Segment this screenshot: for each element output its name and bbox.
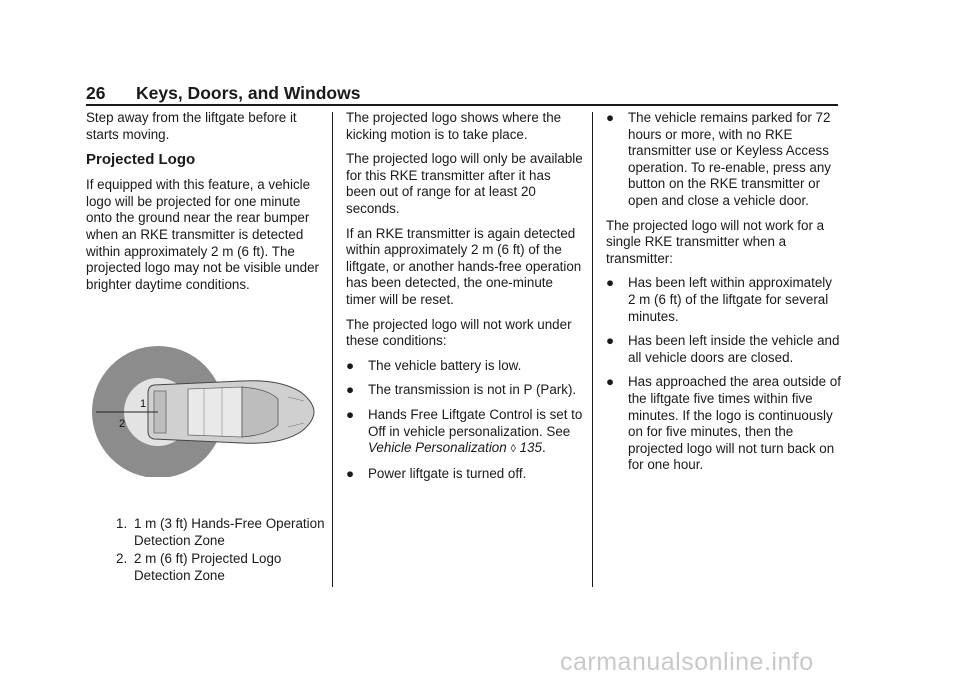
- page-number: 26: [86, 83, 106, 103]
- figure-legend: [116, 516, 336, 586]
- column-2: [346, 110, 584, 490]
- paragraph: The projected logo will only be available for this RKE transmitter after it has been out of range for at least 20 seconds.: [346, 151, 583, 216]
- header-rule: [86, 104, 838, 106]
- callout-2: 2: [119, 418, 126, 430]
- list-item: ● Has approached the area outside of the liftgate five times within five minutes. If the logo is continuously on for five minutes, then the projected logo will not turn back on for one hour.: [606, 374, 841, 473]
- detection-zone-figure: [92, 345, 327, 477]
- page-header: [86, 82, 838, 104]
- section-heading: Projected Logo: [86, 151, 196, 169]
- column-divider-1: [332, 112, 333, 587]
- conditions-list: [346, 358, 584, 483]
- paragraph: The projected logo will not work for a single RKE transmitter when a transmitter:: [606, 217, 825, 266]
- list-item: ● Has been left within approximately 2 m (6 ft) of the liftgate for several minutes.: [606, 275, 832, 324]
- conditions-list-continued: [606, 110, 842, 210]
- legend-item: 2. 2 m (6 ft) Projected Logo Detection Zone: [116, 551, 282, 583]
- column-divider-2: [592, 112, 593, 587]
- page-reference[interactable]: 135: [519, 440, 542, 456]
- paragraph: If an RKE transmitter is again detected within approximately 2 m (6 ft) of the liftgate, or another hands-free operation has been detected, the one-minute timer will be reset.: [346, 225, 582, 307]
- list-item: ● Has been left inside the vehicle and all vehicle doors are closed.: [606, 333, 840, 365]
- column-3: [606, 110, 842, 482]
- page-reference-icon: ◊: [510, 443, 516, 456]
- column-1: [86, 110, 322, 301]
- section-title: Keys, Doors, and Windows: [136, 83, 361, 103]
- projected-logo-paragraph: If equipped with this feature, a vehicle logo will be projected for one minute onto the ground near the rear bumper when an RKE transmitter is detected within approximately 2 m (6 ft). The projected logo may not be visible under brighter daytime conditions.: [86, 177, 319, 292]
- transmitter-conditions-list: [606, 275, 842, 474]
- vehicle-personalization-link[interactable]: Vehicle Personalization: [368, 440, 507, 456]
- list-item: ● Hands Free Liftgate Control is set to Off in vehicle personalization. See Vehicle Personalization ◊ 135.: [346, 406, 583, 456]
- list-item: ● The transmission is not in P (Park).: [346, 382, 577, 398]
- list-item: ● Power liftgate is turned off.: [346, 465, 527, 481]
- list-item: ● The vehicle battery is low.: [346, 357, 522, 373]
- legend-item: 1. 1 m (3 ft) Hands-Free Operation Detection Zone: [116, 516, 325, 548]
- callout-1: 1: [140, 398, 147, 410]
- watermark: carmanualsonline.info: [560, 648, 814, 676]
- vehicle-icon: [148, 381, 314, 444]
- paragraph: The projected logo will not work under these conditions:: [346, 316, 572, 349]
- list-item: ● The vehicle remains parked for 72 hours or more, with no RKE transmitter use or Keyless Access operation. To re-enable, press any button on the RKE transmitter or open and close a vehicle door.: [606, 110, 831, 208]
- detection-zone-illustration: [92, 345, 327, 477]
- paragraph: The projected logo shows where the kicking motion is to take place.: [346, 110, 562, 142]
- intro-paragraph: Step away from the liftgate before it starts moving.: [86, 110, 297, 142]
